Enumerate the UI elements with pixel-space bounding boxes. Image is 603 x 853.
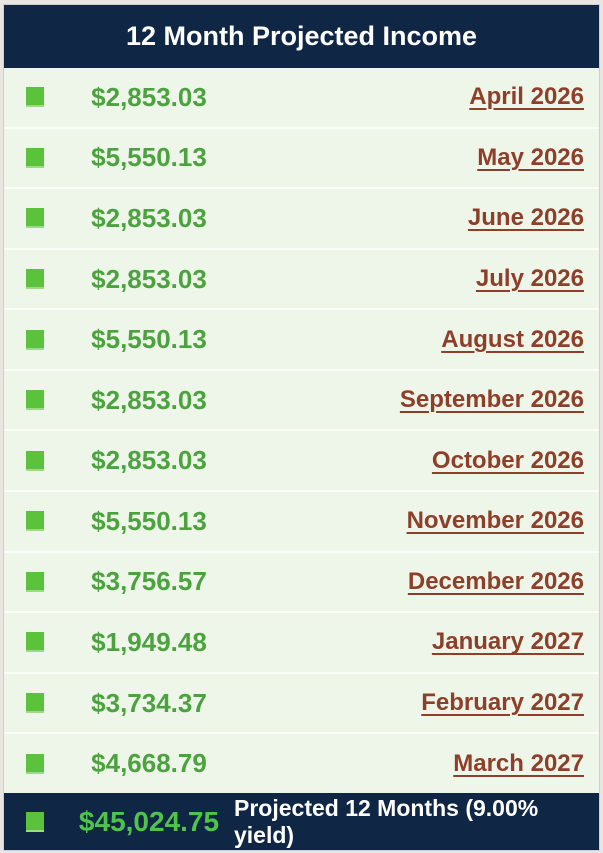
month-link[interactable]: April 2026 [469,83,584,111]
month-link[interactable]: September 2026 [399,386,584,414]
green-square-icon [26,390,44,410]
month-link[interactable]: August 2026 [441,325,584,353]
widget-header [4,5,599,68]
amount-value: $2,853.03 [91,263,207,294]
income-row [4,674,599,735]
green-square-icon [26,451,44,471]
month-link[interactable]: October 2026 [431,446,584,474]
month-link[interactable]: May 2026 [477,143,584,171]
green-square-icon [26,572,44,592]
income-row [4,613,599,674]
income-row [4,68,599,129]
income-rows [4,68,599,793]
income-row [4,310,599,371]
amount-value: $5,550.13 [91,142,207,173]
footer-summary-label: Projected 12 Months (9.00% yield) [234,794,539,848]
income-row [4,734,599,793]
green-square-icon [26,693,44,713]
widget-footer [4,793,599,850]
income-row [4,553,599,614]
total-amount: $45,024.75 [78,805,220,837]
income-row [4,189,599,250]
green-square-icon [26,87,44,107]
green-square-icon [26,632,44,652]
green-square-icon [26,208,44,228]
month-link[interactable]: June 2026 [467,204,584,232]
month-link[interactable]: July 2026 [475,265,584,293]
green-square-icon [26,269,44,289]
amount-value: $2,853.03 [91,445,207,476]
amount-value: $3,734.37 [91,687,207,718]
month-link[interactable]: March 2027 [453,749,584,777]
green-square-icon [26,812,44,832]
income-row [4,371,599,432]
amount-value: $5,550.13 [91,324,207,355]
month-link[interactable]: December 2026 [407,567,584,595]
green-square-icon [26,148,44,168]
green-square-icon [26,511,44,531]
amount-value: $5,550.13 [91,505,207,536]
projected-income-widget [4,5,599,850]
green-square-icon [26,754,44,774]
income-row [4,129,599,190]
amount-value: $1,949.48 [91,626,207,657]
month-link[interactable]: January 2027 [431,628,584,656]
amount-value: $2,853.03 [91,202,207,233]
income-row [4,250,599,311]
amount-value: $3,756.57 [91,566,207,597]
green-square-icon [26,330,44,350]
income-row [4,431,599,492]
amount-value: $4,668.79 [91,748,207,779]
month-link[interactable]: November 2026 [406,507,584,535]
income-row [4,492,599,553]
amount-value: $2,853.03 [91,384,207,415]
month-link[interactable]: February 2027 [421,689,584,717]
amount-value: $2,853.03 [91,81,207,112]
widget-title: 12 Month Projected Income [125,21,478,51]
